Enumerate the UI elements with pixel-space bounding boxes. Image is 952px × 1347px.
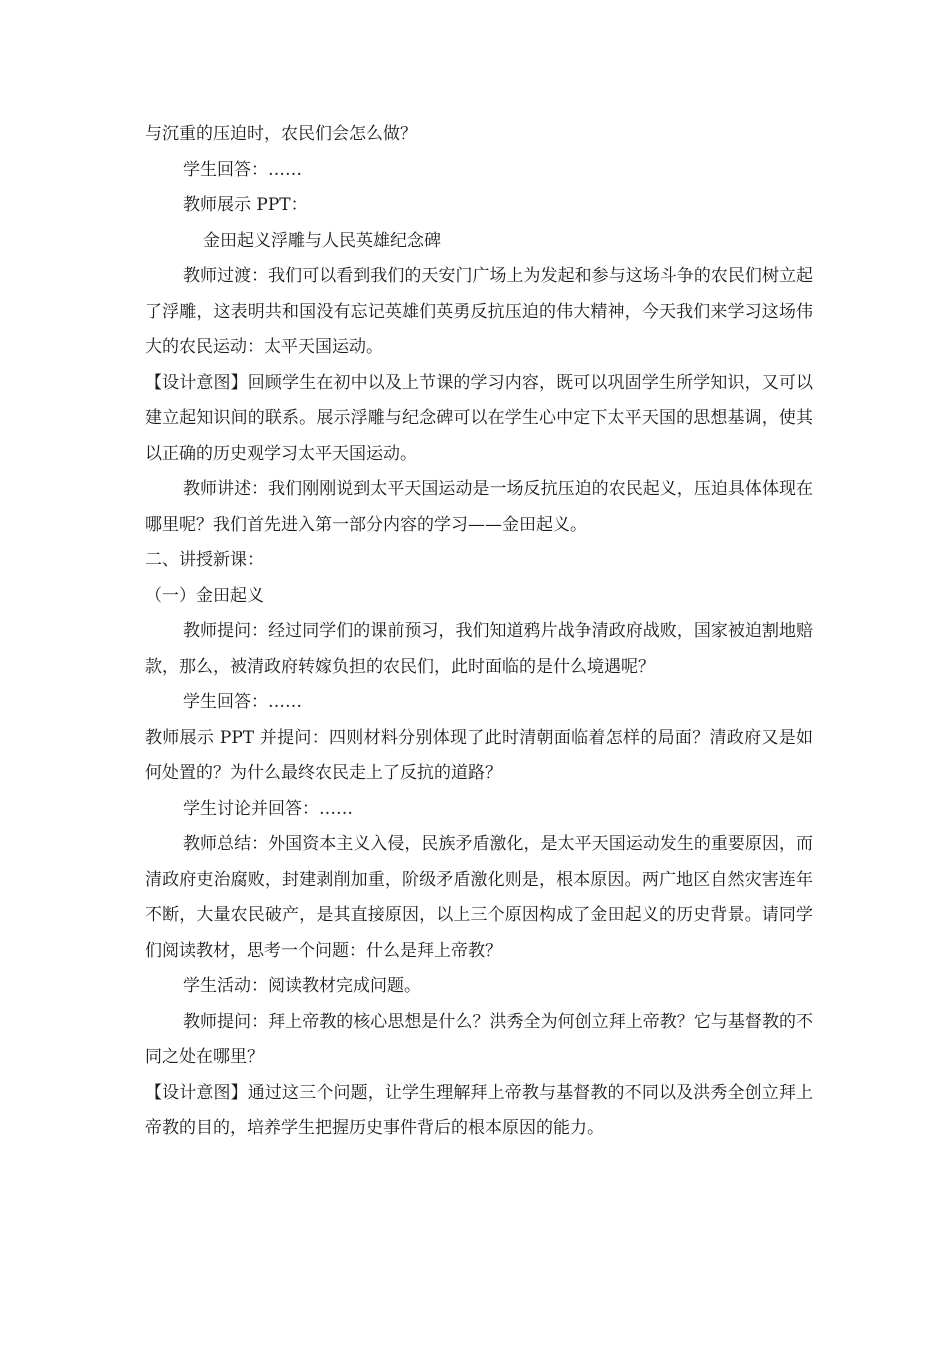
paragraph-design-intent: 【设计意图】回顾学生在初中以及上节课的学习内容，既可以巩固学生所学知识，又可以建立起知识间的联系。展示浮雕与纪念碑可以在学生心中定下太平天国的思想基调，使其以正确的历史观学习太平天国运动。	[145, 372, 813, 464]
paragraph-teacher-ppt-question: 教师展示 PPT 并提问：四则材料分别体现了此时清朝面临着怎样的局面？清政府又是如何处置的？为什么最终农民走上了反抗的道路？	[145, 727, 813, 783]
paragraph-teacher-transition: 教师过渡：我们可以看到我们的天安门广场上为发起和参与这场斗争的农民们树立起了浮雕，这表明共和国没有忘记英雄们英勇反抗压迫的伟大精神，今天我们来学习这场伟大的农民运动：太平天国运动。	[145, 266, 813, 357]
paragraph-teacher-question: 教师提问：拜上帝教的核心思想是什么？洪秀全为何创立拜上帝教？它与基督教的不同之处在哪里？	[145, 1011, 813, 1067]
paragraph-design-intent: 【设计意图】通过这三个问题，让学生理解拜上帝教与基督教的不同以及洪秀全创立拜上帝教的目的，培养学生把握历史事件背后的根本原因的能力。	[145, 1082, 813, 1138]
paragraph-teacher-ppt: 教师展示 PPT：	[183, 195, 308, 215]
document-page	[145, 117, 813, 1147]
paragraph-student-activity: 学生活动：阅读教材完成问题。	[183, 976, 421, 996]
section-heading: 二、讲授新课：	[145, 550, 264, 570]
subsection-heading: （一）金田起义	[145, 585, 264, 606]
paragraph-teacher-narration: 教师讲述：我们刚刚说到太平天国运动是一场反抗压迫的农民起义，压迫具体体现在哪里呢？我们首先进入第一部分内容的学习——金田起义。	[145, 479, 813, 535]
paragraph-teacher-question: 教师提问：经过同学们的课前预习，我们知道鸦片战争清政府战败，国家被迫割地赔款，那么，被清政府转嫁负担的农民们，此时面临的是什么境遇呢？	[145, 621, 813, 677]
paragraph-continuation: 与沉重的压迫时，农民们会怎么做？	[145, 124, 417, 144]
paragraph-ppt-caption: 金田起义浮雕与人民英雄纪念碑	[203, 230, 441, 251]
paragraph-student-discussion: 学生讨论并回答：……	[183, 798, 353, 819]
paragraph-student-answer: 学生回答：……	[183, 159, 302, 180]
paragraph-student-answer: 学生回答：……	[183, 692, 302, 712]
paragraph-teacher-summary: 教师总结：外国资本主义入侵，民族矛盾激化，是太平天国运动发生的重要原因，而清政府吏治腐败，封建剥削加重，阶级矛盾激化则是，根本原因。两广地区自然灾害连年不断，大量农民破产，是其直接原因，以上三个原因构成了金田起义的历史背景。请同学们阅读教材，思考一个问题：什么是拜上帝教？	[145, 834, 813, 961]
